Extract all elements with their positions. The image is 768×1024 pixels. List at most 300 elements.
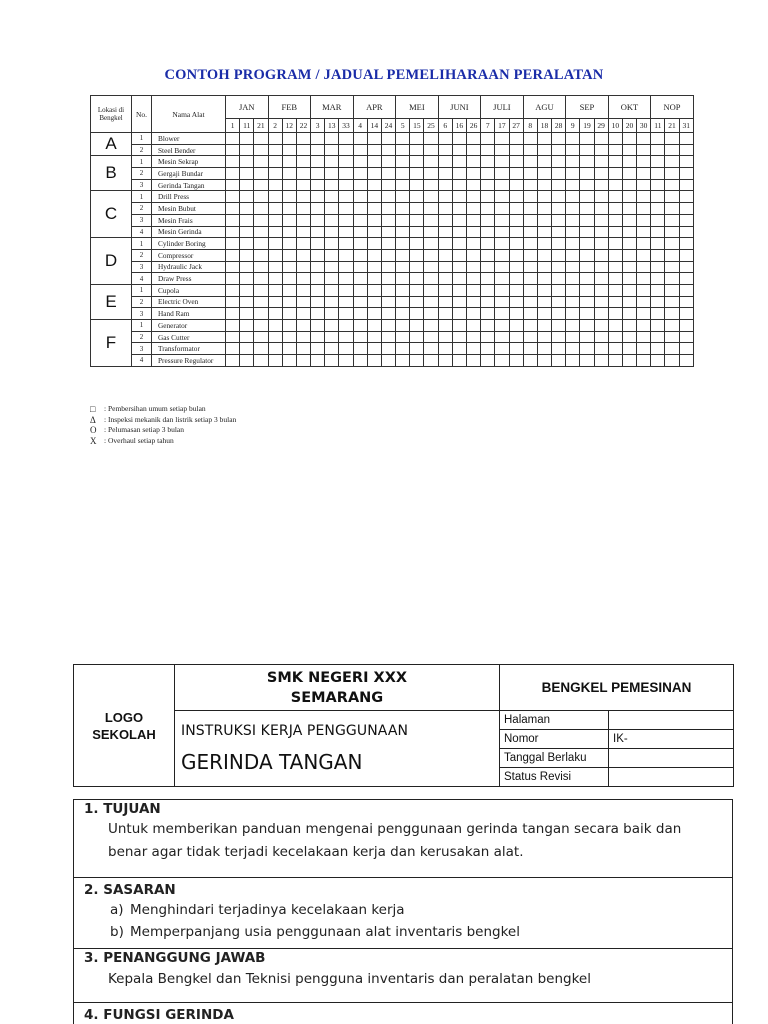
schedule-cell — [679, 331, 693, 343]
schedule-cell — [396, 308, 410, 320]
schedule-cell — [311, 308, 325, 320]
schedule-cell — [523, 331, 537, 343]
schedule-cell — [679, 144, 693, 156]
schedule-cell — [665, 320, 679, 332]
schedule-cell — [665, 249, 679, 261]
schedule-cell — [481, 179, 495, 191]
schedule-cell — [537, 273, 551, 285]
schedule-cell — [381, 355, 395, 367]
schedule-cell — [523, 168, 537, 180]
schedule-cell — [424, 355, 438, 367]
schedule-cell — [424, 179, 438, 191]
schedule-cell — [353, 156, 367, 168]
schedule-cell — [424, 308, 438, 320]
schedule-cell — [637, 343, 651, 355]
schedule-cell — [367, 226, 381, 238]
item-number: 3 — [132, 214, 152, 226]
schedule-cell — [481, 144, 495, 156]
schedule-cell — [537, 179, 551, 191]
schedule-cell — [580, 284, 594, 296]
schedule-cell — [268, 238, 282, 250]
week-header: 21 — [665, 119, 679, 133]
schedule-cell — [566, 249, 580, 261]
schedule-cell — [282, 284, 296, 296]
schedule-cell — [566, 308, 580, 320]
schedule-cell — [268, 308, 282, 320]
schedule-cell — [594, 308, 608, 320]
schedule-cell — [296, 168, 310, 180]
schedule-cell — [325, 156, 339, 168]
schedule-cell — [651, 203, 665, 215]
schedule-cell — [396, 331, 410, 343]
schedule-cell — [594, 355, 608, 367]
meta-value-number: IK- — [609, 730, 734, 749]
schedule-cell — [240, 355, 254, 367]
schedule-cell — [353, 261, 367, 273]
schedule-cell — [509, 355, 523, 367]
schedule-cell — [410, 355, 424, 367]
schedule-cell — [481, 249, 495, 261]
schedule-cell — [353, 343, 367, 355]
schedule-cell — [622, 238, 636, 250]
schedule-cell — [226, 249, 240, 261]
schedule-cell — [254, 308, 268, 320]
schedule-cell — [240, 343, 254, 355]
schedule-cell — [580, 320, 594, 332]
schedule-cell — [438, 156, 452, 168]
month-header: FEB — [268, 96, 311, 119]
schedule-cell — [622, 284, 636, 296]
schedule-cell — [254, 133, 268, 145]
schedule-cell — [495, 168, 509, 180]
item-number: 2 — [132, 331, 152, 343]
schedule-cell — [552, 214, 566, 226]
schedule-cell — [452, 179, 466, 191]
schedule-cell — [296, 179, 310, 191]
equipment-name: Compressor — [152, 249, 226, 261]
schedule-cell — [580, 238, 594, 250]
month-header: OKT — [608, 96, 651, 119]
schedule-cell — [339, 179, 353, 191]
schedule-cell — [325, 261, 339, 273]
schedule-cell — [495, 320, 509, 332]
schedule-cell — [651, 191, 665, 203]
schedule-cell — [452, 249, 466, 261]
schedule-cell — [608, 320, 622, 332]
schedule-cell — [254, 168, 268, 180]
schedule-cell — [566, 273, 580, 285]
schedule-cell — [339, 133, 353, 145]
week-header: 10 — [608, 119, 622, 133]
schedule-cell — [438, 226, 452, 238]
schedule-cell — [679, 308, 693, 320]
schedule-cell — [367, 284, 381, 296]
schedule-cell — [594, 320, 608, 332]
schedule-cell — [481, 156, 495, 168]
schedule-cell — [509, 308, 523, 320]
schedule-cell — [325, 284, 339, 296]
schedule-cell — [254, 355, 268, 367]
schedule-cell — [637, 238, 651, 250]
schedule-cell — [254, 320, 268, 332]
schedule-cell — [594, 249, 608, 261]
schedule-cell — [339, 355, 353, 367]
section-title: 2. SASARAN — [84, 882, 176, 898]
schedule-cell — [311, 284, 325, 296]
schedule-cell — [367, 320, 381, 332]
schedule-cell — [296, 320, 310, 332]
schedule-cell — [481, 226, 495, 238]
schedule-cell — [566, 261, 580, 273]
schedule-cell — [296, 191, 310, 203]
schedule-cell — [622, 214, 636, 226]
section-target — [73, 877, 733, 948]
schedule-cell — [552, 156, 566, 168]
schedule-cell — [481, 355, 495, 367]
schedule-cell — [381, 168, 395, 180]
table-row — [91, 191, 694, 203]
schedule-cell — [651, 320, 665, 332]
schedule-cell — [466, 320, 480, 332]
maintenance-schedule-table — [90, 95, 694, 367]
schedule-cell — [495, 203, 509, 215]
schedule-cell — [268, 249, 282, 261]
schedule-cell — [608, 133, 622, 145]
schedule-cell — [311, 355, 325, 367]
schedule-cell — [523, 203, 537, 215]
schedule-cell — [509, 156, 523, 168]
schedule-cell — [679, 156, 693, 168]
schedule-cell — [481, 203, 495, 215]
item-number: 4 — [132, 226, 152, 238]
schedule-cell — [282, 226, 296, 238]
location-code: D — [91, 238, 132, 285]
table-row — [91, 273, 694, 285]
schedule-cell — [240, 249, 254, 261]
equipment-name: Cupola — [152, 284, 226, 296]
schedule-cell — [552, 273, 566, 285]
schedule-cell — [580, 261, 594, 273]
schedule-cell — [651, 343, 665, 355]
schedule-cell — [268, 296, 282, 308]
equipment-name: Gerinda Tangan — [152, 179, 226, 191]
schedule-cell — [226, 203, 240, 215]
schedule-cell — [665, 226, 679, 238]
schedule-cell — [552, 179, 566, 191]
schedule-cell — [339, 156, 353, 168]
schedule-cell — [452, 261, 466, 273]
schedule-cell — [552, 226, 566, 238]
schedule-cell — [452, 320, 466, 332]
schedule-cell — [679, 191, 693, 203]
schedule-cell — [679, 179, 693, 191]
schedule-cell — [339, 144, 353, 156]
schedule-cell — [495, 214, 509, 226]
schedule-cell — [509, 238, 523, 250]
page-title: CONTOH PROGRAM / JADUAL PEMELIHARAAN PERALATAN — [164, 67, 604, 83]
item-number: 1 — [132, 191, 152, 203]
schedule-cell — [466, 261, 480, 273]
schedule-cell — [679, 226, 693, 238]
schedule-cell — [665, 179, 679, 191]
item-number: 4 — [132, 355, 152, 367]
schedule-cell — [410, 179, 424, 191]
schedule-cell — [226, 226, 240, 238]
location-code: B — [91, 156, 132, 191]
equipment-name: Steel Bender — [152, 144, 226, 156]
month-header: SEP — [566, 96, 609, 119]
item-number: 1 — [132, 156, 152, 168]
schedule-cell — [637, 168, 651, 180]
schedule-cell — [240, 203, 254, 215]
meta-label-number: Nomor — [500, 730, 609, 749]
schedule-cell — [353, 179, 367, 191]
schedule-cell — [268, 203, 282, 215]
schedule-cell — [665, 355, 679, 367]
schedule-cell — [353, 296, 367, 308]
table-row — [91, 156, 694, 168]
month-header: MAR — [311, 96, 354, 119]
schedule-cell — [353, 331, 367, 343]
section-title: 3. PENANGGUNG JAWAB — [84, 950, 266, 966]
schedule-cell — [452, 203, 466, 215]
month-header: NOP — [651, 96, 694, 119]
schedule-cell — [566, 226, 580, 238]
legend-item — [90, 404, 236, 415]
schedule-cell — [282, 133, 296, 145]
schedule-cell — [566, 214, 580, 226]
schedule-cell — [311, 238, 325, 250]
legend-text: : Inspeksi mekanik dan listrik setiap 3 bulan — [104, 414, 237, 424]
schedule-cell — [339, 249, 353, 261]
schedule-cell — [481, 343, 495, 355]
table-row — [91, 238, 694, 250]
schedule-cell — [325, 144, 339, 156]
schedule-cell — [381, 214, 395, 226]
schedule-cell — [566, 355, 580, 367]
schedule-cell — [282, 320, 296, 332]
schedule-cell — [537, 308, 551, 320]
schedule-cell — [226, 214, 240, 226]
schedule-cell — [481, 308, 495, 320]
schedule-cell — [396, 355, 410, 367]
schedule-cell — [523, 226, 537, 238]
schedule-cell — [381, 156, 395, 168]
schedule-cell — [424, 320, 438, 332]
schedule-cell — [594, 214, 608, 226]
schedule-cell — [466, 168, 480, 180]
schedule-cell — [580, 343, 594, 355]
schedule-cell — [410, 203, 424, 215]
schedule-cell — [282, 273, 296, 285]
schedule-cell — [679, 261, 693, 273]
table-row — [91, 296, 694, 308]
schedule-cell — [552, 320, 566, 332]
schedule-cell — [608, 343, 622, 355]
schedule-cell — [353, 203, 367, 215]
list-item: a) Menghindari terjadinya kecelakaan kerja — [110, 902, 405, 918]
schedule-cell — [226, 343, 240, 355]
week-header: 27 — [509, 119, 523, 133]
month-header: AGU — [523, 96, 566, 119]
schedule-cell — [240, 238, 254, 250]
schedule-cell — [240, 308, 254, 320]
schedule-cell — [438, 355, 452, 367]
schedule-cell — [410, 343, 424, 355]
equipment-name: Hydraulic Jack — [152, 261, 226, 273]
schedule-cell — [367, 343, 381, 355]
schedule-cell — [566, 238, 580, 250]
item-number: 1 — [132, 320, 152, 332]
schedule-cell — [410, 331, 424, 343]
schedule-cell — [438, 191, 452, 203]
equipment-name: Hand Ram — [152, 308, 226, 320]
schedule-cell — [381, 144, 395, 156]
schedule-cell — [523, 308, 537, 320]
schedule-cell — [466, 343, 480, 355]
schedule-cell — [296, 203, 310, 215]
schedule-cell — [311, 203, 325, 215]
schedule-cell — [254, 238, 268, 250]
schedule-cell — [594, 273, 608, 285]
schedule-cell — [637, 133, 651, 145]
schedule-cell — [523, 273, 537, 285]
schedule-cell — [339, 284, 353, 296]
schedule-cell — [424, 343, 438, 355]
schedule-cell — [594, 261, 608, 273]
schedule-cell — [523, 191, 537, 203]
schedule-cell — [226, 144, 240, 156]
schedule-cell — [651, 238, 665, 250]
week-header: 11 — [651, 119, 665, 133]
schedule-cell — [665, 308, 679, 320]
schedule-cell — [481, 168, 495, 180]
schedule-cell — [509, 191, 523, 203]
schedule-cell — [353, 273, 367, 285]
legend-item — [90, 436, 236, 447]
schedule-cell — [537, 355, 551, 367]
schedule-cell — [608, 156, 622, 168]
schedule-cell — [509, 203, 523, 215]
week-header: 2 — [268, 119, 282, 133]
schedule-cell — [594, 238, 608, 250]
schedule-cell — [679, 273, 693, 285]
schedule-cell — [226, 168, 240, 180]
schedule-cell — [651, 355, 665, 367]
schedule-cell — [466, 156, 480, 168]
schedule-cell — [580, 203, 594, 215]
schedule-cell — [396, 179, 410, 191]
schedule-cell — [608, 238, 622, 250]
schedule-cell — [466, 273, 480, 285]
schedule-cell — [381, 191, 395, 203]
schedule-cell — [396, 296, 410, 308]
schedule-cell — [608, 273, 622, 285]
schedule-cell — [552, 343, 566, 355]
schedule-cell — [495, 144, 509, 156]
schedule-cell — [353, 355, 367, 367]
meta-label-page: Halaman — [500, 711, 609, 730]
schedule-cell — [580, 273, 594, 285]
schedule-cell — [254, 273, 268, 285]
schedule-cell — [367, 133, 381, 145]
schedule-cell — [637, 261, 651, 273]
schedule-cell — [296, 156, 310, 168]
schedule-cell — [523, 249, 537, 261]
schedule-cell — [381, 296, 395, 308]
equipment-name: Generator — [152, 320, 226, 332]
schedule-cell — [509, 331, 523, 343]
week-header: 4 — [353, 119, 367, 133]
schedule-cell — [594, 179, 608, 191]
schedule-cell — [523, 284, 537, 296]
schedule-cell — [396, 343, 410, 355]
schedule-cell — [311, 226, 325, 238]
schedule-cell — [637, 191, 651, 203]
schedule-cell — [381, 203, 395, 215]
equipment-name: Transformator — [152, 343, 226, 355]
schedule-cell — [637, 156, 651, 168]
schedule-cell — [651, 214, 665, 226]
schedule-cell — [282, 144, 296, 156]
schedule-cell — [438, 296, 452, 308]
schedule-cell — [594, 296, 608, 308]
schedule-cell — [552, 168, 566, 180]
schedule-cell — [523, 133, 537, 145]
schedule-cell — [537, 249, 551, 261]
schedule-cell — [481, 133, 495, 145]
section-text-line: Untuk memberikan panduan mengenai penggunaan gerinda tangan secara baik dan — [108, 821, 682, 837]
schedule-cell — [679, 343, 693, 355]
schedule-cell — [537, 238, 551, 250]
schedule-cell — [438, 168, 452, 180]
schedule-cell — [552, 284, 566, 296]
schedule-cell — [637, 331, 651, 343]
schedule-cell — [282, 343, 296, 355]
schedule-cell — [296, 331, 310, 343]
schedule-cell — [452, 168, 466, 180]
schedule-cell — [353, 168, 367, 180]
schedule-cell — [367, 203, 381, 215]
schedule-cell — [424, 331, 438, 343]
schedule-cell — [665, 168, 679, 180]
schedule-cell — [481, 214, 495, 226]
item-number: 1 — [132, 238, 152, 250]
schedule-cell — [608, 308, 622, 320]
schedule-cell — [679, 284, 693, 296]
schedule-cell — [537, 320, 551, 332]
schedule-cell — [509, 296, 523, 308]
schedule-cell — [637, 203, 651, 215]
schedule-cell — [396, 203, 410, 215]
schedule-cell — [509, 144, 523, 156]
schedule-cell — [282, 355, 296, 367]
schedule-cell — [367, 168, 381, 180]
schedule-cell — [268, 331, 282, 343]
schedule-cell — [325, 296, 339, 308]
schedule-cell — [665, 331, 679, 343]
schedule-cell — [268, 168, 282, 180]
section-title: 4. FUNGSI GERINDA — [84, 1007, 234, 1023]
schedule-cell — [637, 296, 651, 308]
schedule-cell — [452, 226, 466, 238]
schedule-cell — [311, 168, 325, 180]
item-number: 3 — [132, 308, 152, 320]
table-row — [91, 284, 694, 296]
schedule-cell — [226, 296, 240, 308]
schedule-cell — [594, 168, 608, 180]
schedule-cell — [254, 191, 268, 203]
